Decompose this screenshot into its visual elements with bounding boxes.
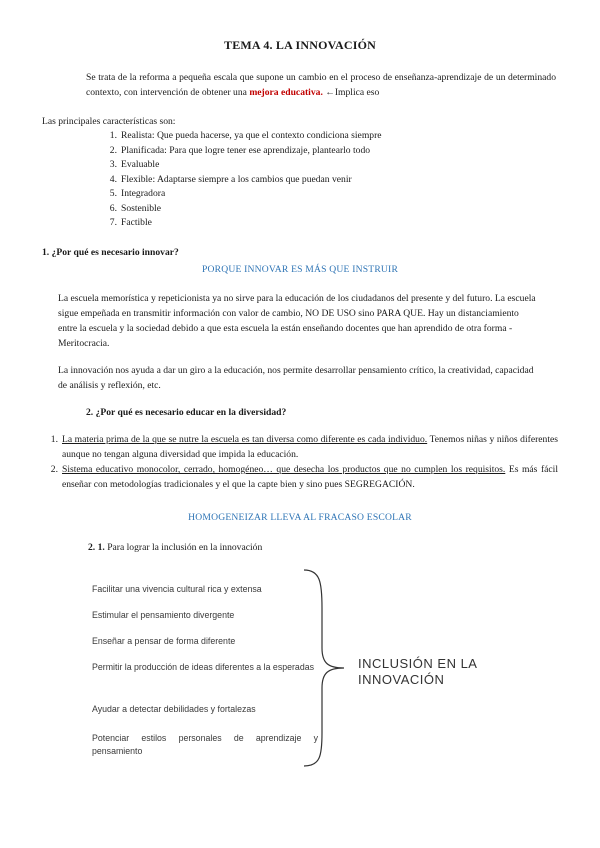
list-item: 6. Sostenible <box>109 202 161 214</box>
curly-brace-icon <box>300 568 350 768</box>
inclusion-item: Ayudar a detectar debilidades y fortalezas <box>92 704 256 714</box>
intro-arrow-note: ←Implica eso <box>322 87 380 98</box>
question-2-heading: 2. ¿Por qué es necesario educar en la diversidad? <box>86 407 287 418</box>
list-item: 2. Sistema educativo monocolor, cerrado, homogéneo… que desecha los productos que no cumplen los requisitos. Es más fácil enseñar con metodologías tradicionales y el que la capte bien y sino pues SEGREGACIÓN. <box>50 464 558 490</box>
question-2-subtitle: HOMOGENEIZAR LLEVA AL FRACASO ESCOLAR <box>188 512 412 523</box>
inclusion-label-line-1: INCLUSIÓN EN LA <box>358 656 478 671</box>
intro-paragraph <box>86 70 556 100</box>
inclusion-item: Potenciar estilos personales de aprendizaje y pensamiento <box>92 733 318 756</box>
list-item: 7. Factible <box>109 217 152 228</box>
inclusion-item: Enseñar a pensar de forma diferente <box>92 636 236 646</box>
characteristics-list <box>109 129 541 231</box>
inclusion-item: Estimular el pensamiento divergente <box>92 610 235 620</box>
list-item: 2. Planificada: Para que logre tener ese aprendizaje, plantearlo todo <box>109 144 371 156</box>
page-title: TEMA 4. LA INNOVACIÓN <box>223 38 376 52</box>
question-1-paragraph-2: La innovación nos ayuda a dar un giro a la educación, nos permite desarrollar pensamiento crítico, la creatividad, capacidad de análisis y reflexión, etc. <box>58 365 534 391</box>
intro-highlight: mejora educativa. <box>249 87 323 98</box>
section-2-1-heading: 2. 1. Para lograr la inclusión en la innovación <box>88 542 263 553</box>
inclusion-label-line-2: INNOVACIÓN <box>358 672 445 687</box>
list-item: 1. La materia prima de la que se nutre la escuela es tan diversa como diferente es cada individuo. Tenemos niñas y niños diferentes aunque no tengan alguna diversidad que impida la educación. <box>50 434 558 460</box>
inclusion-label <box>358 656 477 688</box>
list-item: 1. Realista: Que pueda hacerse, ya que el contexto condiciona siempre <box>109 130 382 141</box>
characteristics-heading: Las principales características son: <box>42 116 176 127</box>
list-item: 5. Integradora <box>109 188 166 199</box>
list-item: 3. Evaluable <box>109 159 160 170</box>
inclusion-item: Facilitar una vivencia cultural rica y extensa <box>92 584 262 594</box>
inclusion-item: Permitir la producción de ideas diferentes a la esperadas <box>92 662 315 672</box>
question-1-subtitle: PORQUE INNOVAR ES MÁS QUE INSTRUIR <box>201 264 399 275</box>
question-1-paragraph-1: La escuela memorística y repeticionista ya no sirve para la educación de los ciudadanos del presente y del futuro. La escuela sigue empeñada en transmitir información con valor de cambio, NO DE USO sino PARA QUE. Hay un distanciamiento entre la escuela y la sociedad debido a que esta escuela la están enseñando docentes que han aprendido de otra forma - Meritocracia. <box>58 293 536 349</box>
list-item: 4. Flexible: Adaptarse siempre a los cambios que puedan venir <box>109 173 352 185</box>
diversity-list <box>50 433 558 492</box>
question-1-heading: 1. ¿Por qué es necesario innovar? <box>42 247 179 258</box>
intro-text: Se trata de la reforma a pequeña escala que supone un cambio en el proceso de enseñanza-aprendizaje de un determinado contexto, con intervención de obtener una <box>86 72 556 98</box>
